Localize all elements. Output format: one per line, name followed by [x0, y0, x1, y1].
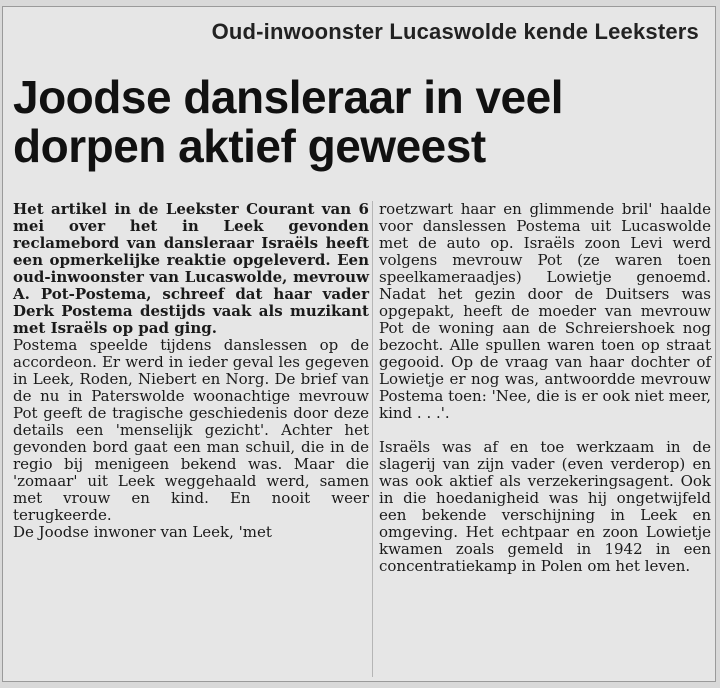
headline: Joodse dansleraar in veel dorpen aktief geweest [13, 71, 563, 172]
left-column [13, 201, 369, 541]
kicker: Oud-inwoonster Lucaswolde kende Leeksters [211, 19, 699, 44]
body-paragraph: Postema speelde tijdens danslessen op de accordeon. Er werd in ieder geval les gegeven in Leek, Roden, Niebert en Norg. De brief van de nu in Paterswolde woonachtige mevrouw Pot geeft de tragische geschiedenis door deze details een 'menselijk gezicht'. Achter het gevonden bord gaat een man schuil, die in de regio bij menigeen bekend was. Maar die 'zomaar' uit Leek weggehaald werd, samen met vrouw en kind. En nooit weer terugkeerde. [13, 336, 369, 524]
body-paragraph-tail: De Joodse inwoner van Leek, 'met [13, 523, 272, 541]
column-divider [372, 201, 373, 677]
right-column [379, 201, 711, 575]
newspaper-clipping [2, 6, 716, 682]
lead-paragraph: Het artikel in de Leekster Courant van 6 mei over het in Leek gevonden reclamebord van dansleraar Israëls heeft een opmerkelijke reaktie opgeleverd. Een oud-inwoonster van Lucaswolde, mevrouw A. Pot-Postema, schreef dat haar vader Derk Postema destijds vaak als muzikant met Israëls op pad ging. [13, 200, 369, 337]
body-paragraph: Israëls was af en toe werkzaam in de slagerij van zijn vader (even verderop) en was ook aktief als verzekeringsagent. Ook in die hoedanigheid was hij ongetwijfeld een bekende verschijning in Leek en omgeving. Het echtpaar en zoon Lowietje kwamen zoals gemeld in 1942 in een concentratiekamp in Polen om het leven. [379, 438, 711, 575]
body-paragraph: roetzwart haar en glimmende bril' haalde voor danslessen Postema uit Lucaswolde met de auto op. Israëls zoon Levi werd volgens mevrouw Pot (ze waren toen speelkameraadjes) Lowietje genoemd. Nadat het gezin door de Duitsers was opgepakt, heeft de moeder van mevrouw Pot de woning aan de Schreiershoek nog bezocht. Alle spullen waren toen op straat gegooid. Op de vraag van haar dochter of Lowietje er nog was, antwoordde mevrouw Postema toen: 'Nee, die is er ook niet meer, kind . . .'. [379, 200, 711, 422]
